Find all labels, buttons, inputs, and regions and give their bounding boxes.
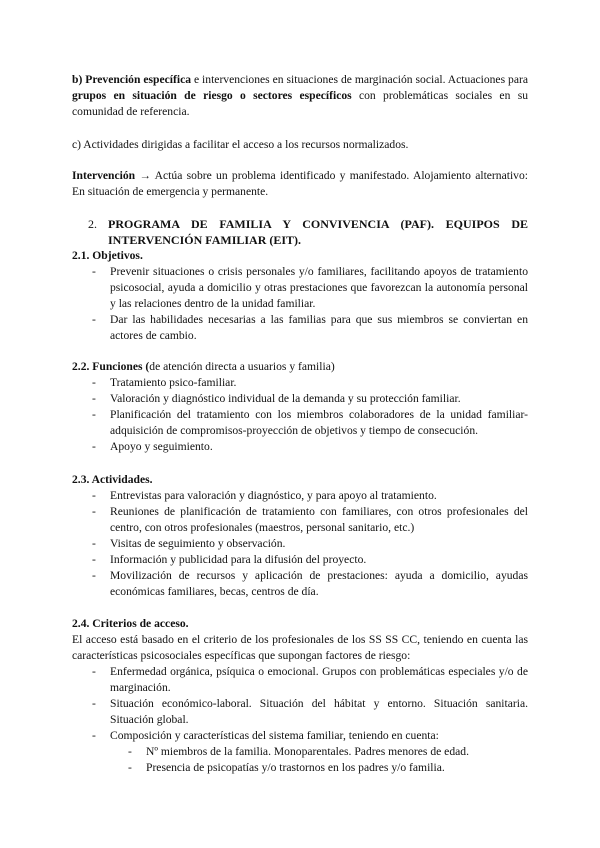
list-item-text: Presencia de psicopatías y/o trastornos en los padres y/o familia. (146, 761, 445, 774)
list-criterios-sub (72, 744, 528, 776)
dash-marker: - (92, 313, 96, 326)
intervencion-text: → Actúa sobre un problema identificado y manifestado. Alojamiento alternativo: En situación de emergencia y permanente. (72, 169, 528, 198)
subheading-objetivos: 2.1. Objetivos. (72, 249, 143, 262)
list-item-text: Información y publicidad para la difusión del proyecto. (110, 553, 367, 566)
list-item (72, 552, 528, 568)
dash-marker: - (92, 408, 96, 421)
paragraph-criterios-intro: El acceso está basado en el criterio de los profesionales de los SS SS CC, teniendo en cuenta las características psicosociales específicas que supongan factores de riesgo: (72, 633, 528, 662)
list-item-text: Valoración y diagnóstico individual de la demanda y su protección familiar. (110, 392, 461, 405)
subheading-criterios: 2.4. Criterios de acceso. (72, 617, 189, 630)
prevencion-label: b) Prevención específica (72, 73, 192, 86)
list-item (72, 407, 528, 439)
list-item (72, 439, 528, 455)
subheading-actividades: 2.3. Actividades. (72, 473, 153, 486)
list-item-text: Reuniones de planificación de tratamiento con familiares, con otros profesionales del centro, con otros profesionales (maestros, personal sanitario, etc.) (110, 505, 528, 534)
list-item (72, 375, 528, 391)
dash-marker: - (92, 376, 96, 389)
dash-marker: - (92, 265, 96, 278)
dash-marker: - (128, 745, 132, 758)
dash-marker: - (92, 569, 96, 582)
dash-marker: - (92, 665, 96, 678)
section-heading-programa-familia (88, 216, 528, 248)
section-title: PROGRAMA DE FAMILIA Y CONVIVENCIA (PAF). EQUIPOS DE INTERVENCIÓN FAMILIAR (EIT). (108, 217, 528, 247)
dash-marker: - (92, 489, 96, 502)
list-criterios (72, 664, 528, 744)
list-item-text: Apoyo y seguimiento. (110, 440, 213, 453)
list-item-text: Dar las habilidades necesarias a las familias para que sus miembros se conviertan en actores de cambio. (110, 313, 528, 342)
list-item-text: Visitas de seguimiento y observación. (110, 537, 286, 550)
subheading-funciones (72, 359, 528, 375)
dash-marker: - (92, 505, 96, 518)
list-item-text: Movilización de recursos y aplicación de prestaciones: ayuda a domicilio, ayudas económicas familiares, becas, centros de día. (110, 569, 528, 598)
list-item (72, 744, 528, 760)
list-item (72, 664, 528, 696)
list-item (72, 488, 528, 504)
list-objetivos (72, 264, 528, 344)
dash-marker: - (92, 697, 96, 710)
list-item (72, 536, 528, 552)
list-item-text: Situación económico-laboral. Situación del hábitat y entorno. Situación sanitaria. Situación global. (110, 697, 528, 726)
dash-marker: - (92, 537, 96, 550)
list-item (72, 391, 528, 407)
paragraph-intervencion (72, 168, 528, 200)
paragraph-actividades-acceso: c) Actividades dirigidas a facilitar el acceso a los recursos normalizados. (72, 138, 409, 151)
list-item (72, 504, 528, 536)
list-item-text: Prevenir situaciones o crisis personales y/o familiares, facilitando apoyos de tratamiento psicosocial, ayuda a domicilio y otras prestaciones que favorezcan la autonomía personal y las relaciones dentro de la unidad familiar. (110, 265, 528, 310)
list-item (72, 312, 528, 344)
paragraph-prevencion-especifica (72, 72, 528, 120)
list-item-text: Tratamiento psico-familiar. (110, 376, 237, 389)
prevencion-text-1: e intervenciones en situaciones de marginación social. Actuaciones para (191, 73, 528, 86)
grupos-riesgo-bold: grupos en situación de riesgo o sectores específicos (72, 89, 352, 102)
prevencion-text-2: con problemáticas sociales en su comunidad de referencia. (72, 89, 528, 118)
list-item (72, 696, 528, 728)
list-funciones (72, 375, 528, 455)
list-item-text: Entrevistas para valoración y diagnóstico, y para apoyo al tratamiento. (110, 489, 437, 502)
list-item-text: Nº miembros de la familia. Monoparentales. Padres menores de edad. (146, 745, 469, 758)
dash-marker: - (92, 553, 96, 566)
dash-marker: - (92, 729, 96, 742)
list-actividades (72, 488, 528, 600)
list-item-text: Enfermedad orgánica, psíquica o emocional. Grupos con problemáticas especiales y/o de marginación. (110, 665, 528, 694)
dash-marker: - (92, 392, 96, 405)
funciones-heading-bold: 2.2. Funciones ( (72, 360, 150, 373)
list-item-text: Composición y características del sistema familiar, teniendo en cuenta: (110, 729, 439, 742)
list-item-text: Planificación del tratamiento con los miembros colaboradores de la unidad familiar- adquisición de compromisos-proyección de objetivos y tiempo de consecución. (110, 408, 528, 437)
dash-marker: - (128, 761, 132, 774)
dash-marker: - (92, 440, 96, 453)
list-item (72, 568, 528, 600)
funciones-heading-rest: de atención directa a usuarios y familia) (149, 360, 335, 373)
section-number: 2. (88, 217, 97, 231)
list-item (72, 728, 528, 744)
intervencion-label: Intervención (72, 169, 136, 182)
list-item (72, 760, 528, 776)
list-item (72, 264, 528, 312)
